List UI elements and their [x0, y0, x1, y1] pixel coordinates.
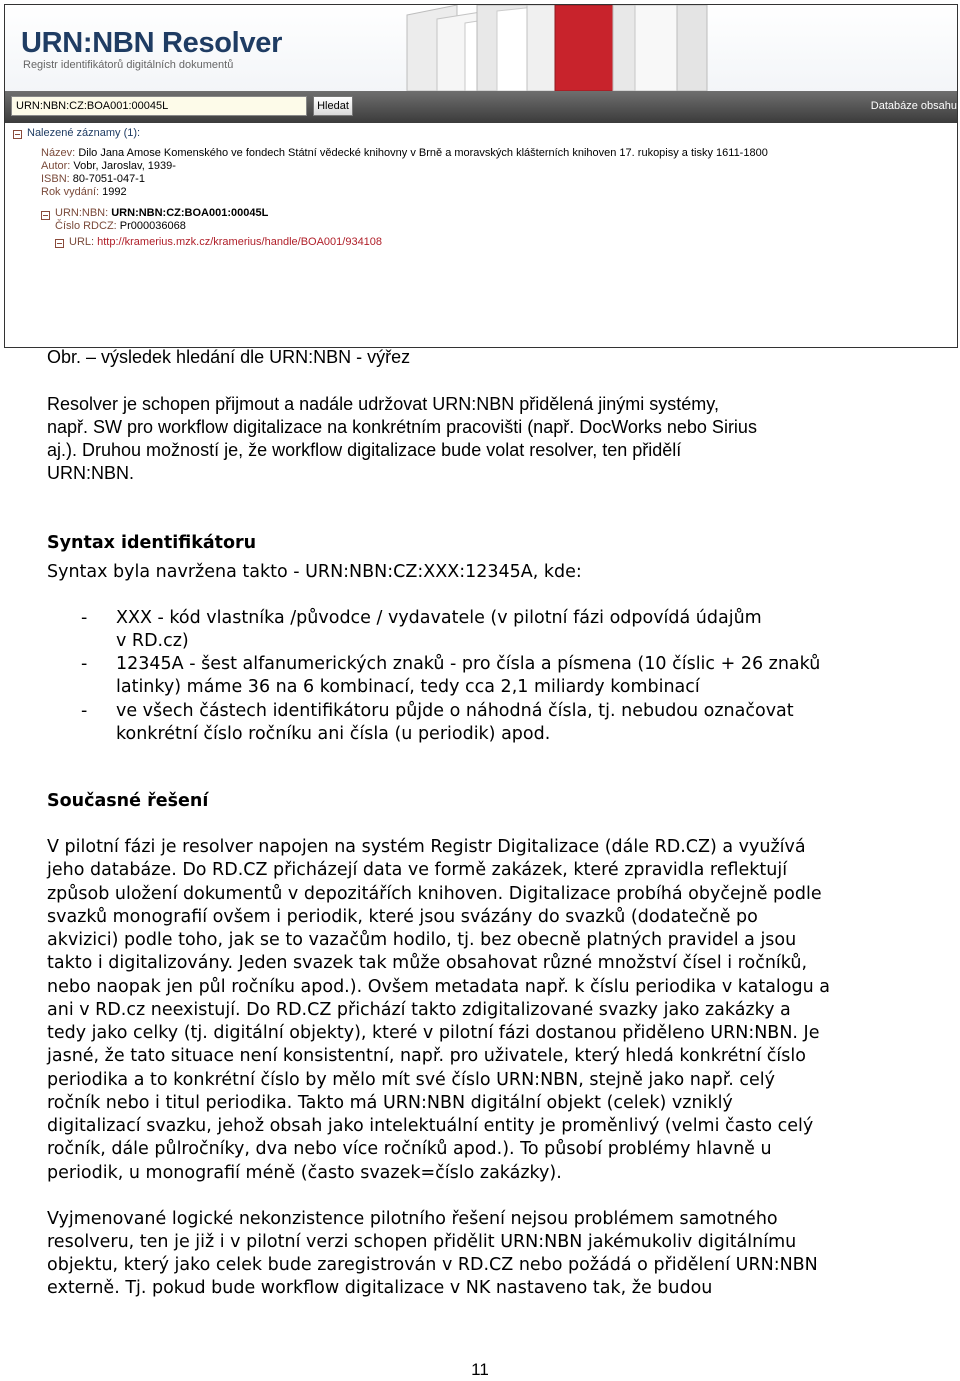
- text-line: URN:NBN.: [47, 463, 135, 483]
- books-icon: [377, 5, 937, 91]
- text-line: akvizici) podle toho, jak se to vazačům hodilo, tj. bez obecně platných pravidel a jsou: [47, 930, 797, 950]
- text-line: svazků monografií ovšem i periodik, které jsou svázány do svazků (dodatečně po: [47, 907, 758, 927]
- text-line: externě. Tj. pokud bude workflow digitalizace v NK nastaveno tak, že budou: [47, 1278, 713, 1298]
- list-item: v RD.cz): [116, 631, 189, 651]
- collapse-icon[interactable]: [13, 130, 22, 139]
- rdcz-label: Číslo RDCZ:: [55, 220, 117, 232]
- heading-syntax: Syntax identifikátoru: [47, 533, 257, 553]
- text-line: Vyjmenované logické nekonzistence pilotního řešení nejsou problémem samotného: [47, 1209, 778, 1229]
- url-line: [69, 236, 382, 249]
- record-line-author: [41, 160, 176, 173]
- record-label: Název:: [41, 147, 76, 159]
- text-line: objektu, který jako celek bude zaregistrován v RD.CZ nebo požádá o přidělení URN:NBN: [47, 1255, 818, 1275]
- text-line: ročník, dále půlročníky, dva nebo více ročníků apod.). To působí problémy hlavně u: [47, 1139, 772, 1159]
- text-line: periodika a to konkrétní číslo by mělo mít své číslo URN:NBN, stejně jako např. celý: [47, 1070, 776, 1090]
- figure-caption: Obr. – výsledek hledání dle URN:NBN - výřez: [47, 347, 411, 367]
- record-line-isbn: [41, 173, 145, 186]
- page-number: 11: [471, 1360, 489, 1379]
- text-line: periodik, u monografií méně (často svazek=číslo zakázky).: [47, 1163, 562, 1183]
- text-line: nebo naopak jen půl ročníku apod.). Ovšem metadata např. k číslu periodika v katalogu a: [47, 977, 830, 997]
- record-value: 80-7051-047-1: [72, 173, 145, 185]
- list-item: konkrétní číslo ročníku ani čísla (u periodik) apod.: [116, 724, 551, 744]
- list-dash: -: [81, 701, 88, 721]
- syntax-intro: Syntax byla navržena takto - URN:NBN:CZ:XXX:12345A, kde:: [47, 562, 582, 582]
- record-line-year: [41, 186, 127, 199]
- text-line: způsob uložení dokumentů v depozitářích knihoven. Digitalizace probíhá obyčejně podle: [47, 884, 822, 904]
- found-records-label: Nalezené záznamy (1):: [27, 127, 141, 139]
- record-label: Rok vydání:: [41, 186, 100, 198]
- search-bar: [5, 91, 957, 123]
- resolver-logo-subtitle: Registr identifikátorů digitálních dokumentů: [23, 59, 234, 71]
- record-value: Vobr, Jaroslav, 1939-: [73, 160, 176, 172]
- resolver-header: [5, 5, 957, 91]
- text-line: Resolver je schopen přijmout a nadále udržovat URN:NBN přidělená jinými systémy,: [47, 394, 719, 414]
- record-value: Dilo Jana Amose Komenského ve fondech Státní vědecké knihovny v Brně a moravských klášterních knihoven 17. rukopisy a tisky 1611-1800: [78, 147, 768, 159]
- list-item: XXX - kód vlastníka /původce / vydavatele (v pilotní fázi odpovídá údajům: [116, 608, 762, 628]
- text-line: např. SW pro workflow digitalizace na konkrétním pracovišti (např. DocWorks nebo Sirius: [47, 417, 757, 437]
- list-item: latinky) máme 36 na 6 kombinací, tedy cca 2,1 miliardy kombinací: [116, 677, 700, 697]
- heading-current-solution: Současné řešení: [47, 791, 209, 811]
- record-value: 1992: [102, 186, 127, 198]
- text-line: jeho databáze. Do RD.CZ přicházejí data ve formě zakázek, které zpravidla reflektují: [47, 860, 788, 880]
- urn-label: URN:NBN:: [55, 207, 109, 219]
- screenshot-figure: [4, 4, 958, 348]
- database-link[interactable]: Databáze obsahu: [870, 100, 957, 112]
- search-input[interactable]: URN:NBN:CZ:BOA001:00045L: [11, 96, 307, 116]
- list-item: ve všech částech identifikátoru půjde o náhodná čísla, tj. nebudou označovat: [116, 701, 794, 721]
- text-line: tedy jako celky (tj. digitální objekty), které v pilotní fázi dostanou přiděleno URN:NBN. Je: [47, 1023, 820, 1043]
- rdcz-value: Pr000036068: [119, 220, 186, 232]
- collapse-icon[interactable]: [41, 211, 50, 220]
- text-line: ročník nebo i titul periodika. Takto má URN:NBN digitální objekt (celek) vzniklý: [47, 1093, 733, 1113]
- record-line-title: [41, 147, 768, 160]
- list-dash: -: [81, 654, 88, 674]
- rdcz-line: [55, 220, 186, 233]
- text-line: digitalizací svazku, jehož obsah jako intelektuální entity je proměnlivý (velmi často celý: [47, 1116, 814, 1136]
- text-line: aj.). Druhou možností je, že workflow digitalizace bude volat resolver, ten přidělí: [47, 440, 682, 460]
- urn-value: URN:NBN:CZ:BOA001:00045L: [111, 207, 269, 219]
- text-line: ani v RD.cz neexistují. Do RD.CZ přichází takto zdigitalizované svazky jako zakázky a: [47, 1000, 791, 1020]
- urn-line: [55, 207, 268, 220]
- text-line: jasné, že tato situace není konsistentní, např. pro uživatele, který hledá konkrétní číslo: [47, 1046, 806, 1066]
- list-item: 12345A - šest alfanumerických znaků - pro čísla a písmena (10 číslic + 26 znaků: [116, 654, 821, 674]
- list-dash: -: [81, 608, 88, 628]
- text-line: resolveru, ten je již i v pilotní verzi schopen přidělit URN:NBN jakémukoliv digitálnímu: [47, 1232, 797, 1252]
- search-button[interactable]: Hledat: [313, 96, 353, 116]
- url-link[interactable]: http://kramerius.mzk.cz/kramerius/handle/BOA001/934108: [97, 236, 383, 248]
- record-label: Autor:: [41, 160, 71, 172]
- search-results: [5, 123, 957, 347]
- record-label: ISBN:: [41, 173, 70, 185]
- resolver-logo-title: URN:NBN Resolver: [21, 27, 283, 59]
- text-line: takto i digitalizovány. Jeden svazek tak může obsahovat různé množství čísel i ročníků,: [47, 953, 808, 973]
- text-line: V pilotní fázi je resolver napojen na systém Registr Digitalizace (dále RD.CZ) a využívá: [47, 837, 806, 857]
- url-label: URL:: [69, 236, 95, 248]
- collapse-icon[interactable]: [55, 239, 64, 248]
